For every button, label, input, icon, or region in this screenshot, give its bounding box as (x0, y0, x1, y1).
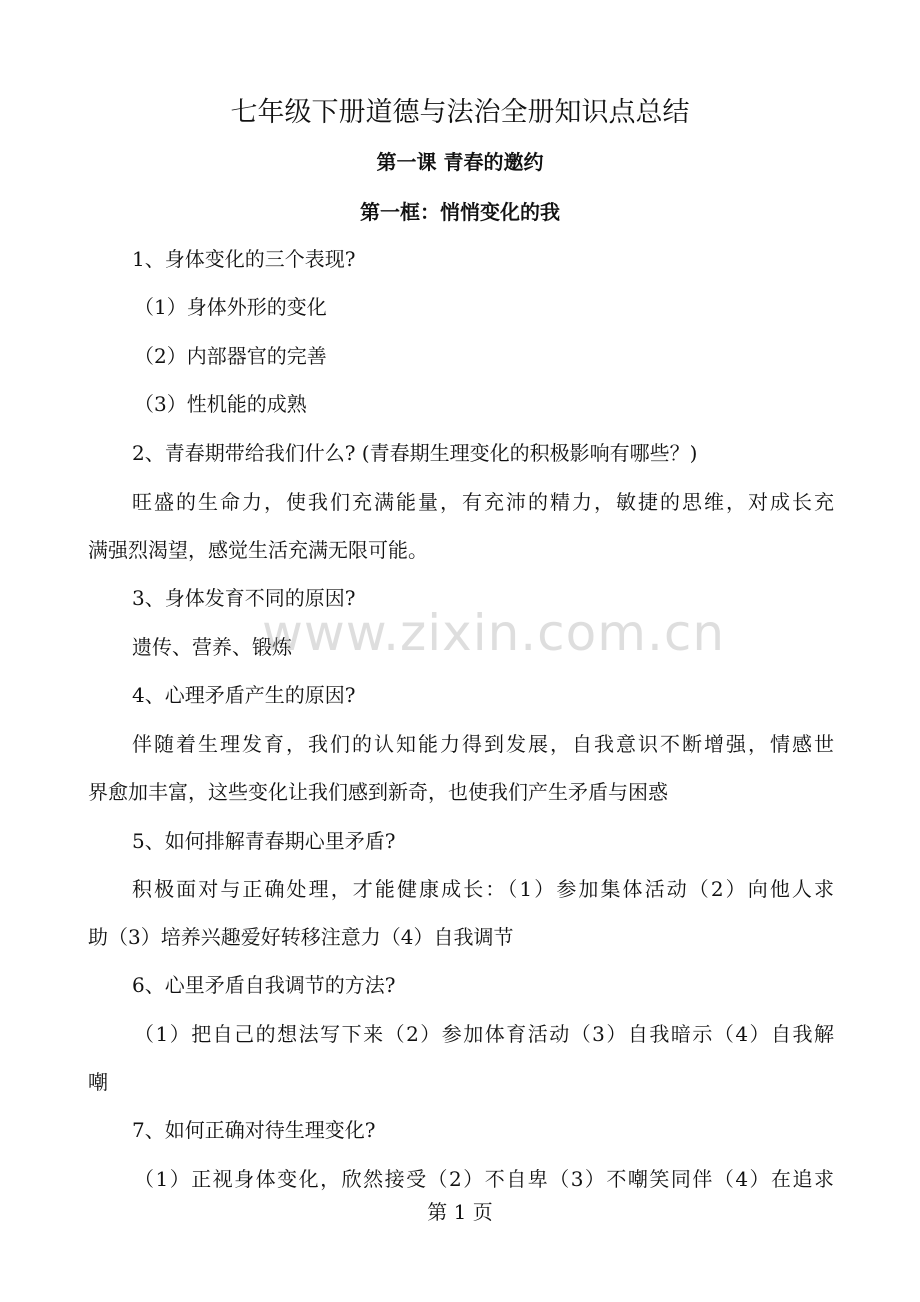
answer-line: 旺盛的生命力，使我们充满能量，有充沛的精力，敏捷的思维，对成长充 (132, 490, 834, 514)
answer-line: （2）内部器官的完善 (134, 344, 327, 368)
watermark-text: www.zixin.com.cn (262, 604, 726, 662)
question-2: 2、青春期带给我们什么? (青春期生理变化的积极影响有哪些？) (132, 441, 698, 465)
question-4: 4、心理矛盾产生的原因? (132, 683, 356, 707)
answer-line: （1）把自己的想法写下来（2）参加体育活动（3）自我暗示（4）自我解 (134, 1022, 834, 1046)
question-6: 6、心里矛盾自我调节的方法? (132, 973, 396, 997)
answer-line: 助（3）培养兴趣爱好转移注意力（4）自我调节 (88, 925, 514, 949)
document-title: 七年级下册道德与法治全册知识点总结 (230, 97, 690, 128)
answer-line: 满强烈渴望，感觉生活充满无限可能。 (88, 538, 428, 562)
answer-line: 积极面对与正确处理，才能健康成长：（1）参加集体活动（2）向他人求 (132, 877, 834, 901)
question-3: 3、身体发育不同的原因? (132, 586, 356, 610)
answer-line: 伴随着生理发育，我们的认知能力得到发展，自我意识不断增强，情感世 (132, 732, 834, 756)
answer-line: （3）性机能的成熟 (134, 392, 307, 416)
answer-line: （1）正视身体变化，欣然接受（2）不自卑（3）不嘲笑同伴（4）在追求 (134, 1167, 834, 1191)
answer-line: （1）身体外形的变化 (134, 295, 327, 319)
page-number: 第 1 页 (427, 1200, 493, 1224)
answer-line: 嘲 (88, 1070, 108, 1094)
question-7: 7、如何正确对待生理变化? (132, 1118, 376, 1142)
answer-line: 遗传、营养、锻炼 (132, 635, 292, 659)
section-heading: 第一框：悄悄变化的我 (360, 200, 560, 224)
question-1: 1、身体变化的三个表现? (132, 247, 356, 271)
lesson-heading: 第一课 青春的邀约 (376, 150, 544, 174)
question-5: 5、如何排解青春期心里矛盾? (132, 829, 396, 853)
answer-line: 界愈加丰富，这些变化让我们感到新奇，也使我们产生矛盾与困惑 (88, 780, 668, 804)
